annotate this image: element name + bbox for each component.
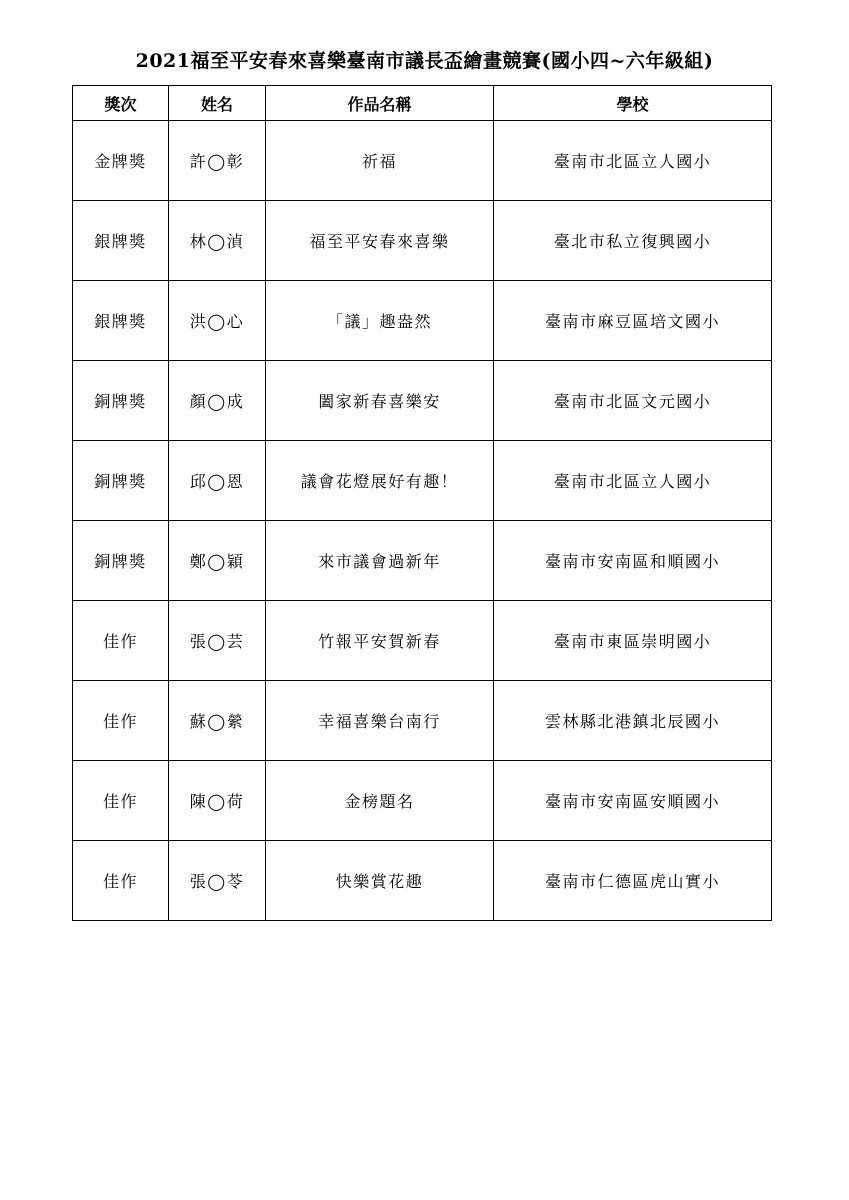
table-row xyxy=(73,601,772,681)
table-header-row xyxy=(73,86,772,121)
school-cell: 臺南市安南區安順國小 xyxy=(494,761,772,841)
table-row xyxy=(73,361,772,441)
table-row xyxy=(73,281,772,361)
name-cell: 張◯芸 xyxy=(169,601,266,681)
award-cell: 佳作 xyxy=(73,761,169,841)
name-cell: 陳◯荷 xyxy=(169,761,266,841)
school-cell: 臺南市安南區和順國小 xyxy=(494,521,772,601)
award-cell: 銀牌獎 xyxy=(73,201,169,281)
name-cell: 林◯湞 xyxy=(169,201,266,281)
name-cell: 張◯苓 xyxy=(169,841,266,921)
table-row xyxy=(73,841,772,921)
name-cell: 顏◯成 xyxy=(169,361,266,441)
work-cell: 快樂賞花趣 xyxy=(266,841,494,921)
table-row xyxy=(73,201,772,281)
table-row xyxy=(73,521,772,601)
table-row xyxy=(73,761,772,841)
work-cell: 福至平安春來喜樂 xyxy=(266,201,494,281)
header-work: 作品名稱 xyxy=(266,86,494,121)
work-cell: 金榜題名 xyxy=(266,761,494,841)
school-cell: 臺北市私立復興國小 xyxy=(494,201,772,281)
award-cell: 佳作 xyxy=(73,601,169,681)
page-title: 2021福至平安春來喜樂臺南市議長盃繪畫競賽(國小四~六年級組) xyxy=(135,50,714,72)
results-table xyxy=(72,85,772,921)
name-cell: 許◯彰 xyxy=(169,121,266,201)
award-cell: 銀牌獎 xyxy=(73,281,169,361)
table-row xyxy=(73,681,772,761)
school-cell: 臺南市北區文元國小 xyxy=(494,361,772,441)
award-cell: 銅牌獎 xyxy=(73,521,169,601)
school-cell: 臺南市仁德區虎山實小 xyxy=(494,841,772,921)
name-cell: 邱◯恩 xyxy=(169,441,266,521)
work-cell: 幸福喜樂台南行 xyxy=(266,681,494,761)
table-row xyxy=(73,121,772,201)
header-school: 學校 xyxy=(494,86,772,121)
award-cell: 佳作 xyxy=(73,681,169,761)
school-cell: 臺南市北區立人國小 xyxy=(494,441,772,521)
award-cell: 金牌獎 xyxy=(73,121,169,201)
name-cell: 洪◯心 xyxy=(169,281,266,361)
work-cell: 「議」趣盎然 xyxy=(266,281,494,361)
school-cell: 臺南市北區立人國小 xyxy=(494,121,772,201)
work-cell: 議會花燈展好有趣！ xyxy=(266,441,494,521)
work-cell: 祈福 xyxy=(266,121,494,201)
work-cell: 闔家新春喜樂安 xyxy=(266,361,494,441)
header-award: 獎次 xyxy=(73,86,169,121)
name-cell: 蘇◯縈 xyxy=(169,681,266,761)
award-cell: 佳作 xyxy=(73,841,169,921)
work-cell: 竹報平安賀新春 xyxy=(266,601,494,681)
table-row xyxy=(73,441,772,521)
school-cell: 雲林縣北港鎮北辰國小 xyxy=(494,681,772,761)
work-cell: 來市議會過新年 xyxy=(266,521,494,601)
award-cell: 銅牌獎 xyxy=(73,361,169,441)
header-name: 姓名 xyxy=(169,86,266,121)
school-cell: 臺南市麻豆區培文國小 xyxy=(494,281,772,361)
school-cell: 臺南市東區崇明國小 xyxy=(494,601,772,681)
award-cell: 銅牌獎 xyxy=(73,441,169,521)
name-cell: 鄭◯穎 xyxy=(169,521,266,601)
